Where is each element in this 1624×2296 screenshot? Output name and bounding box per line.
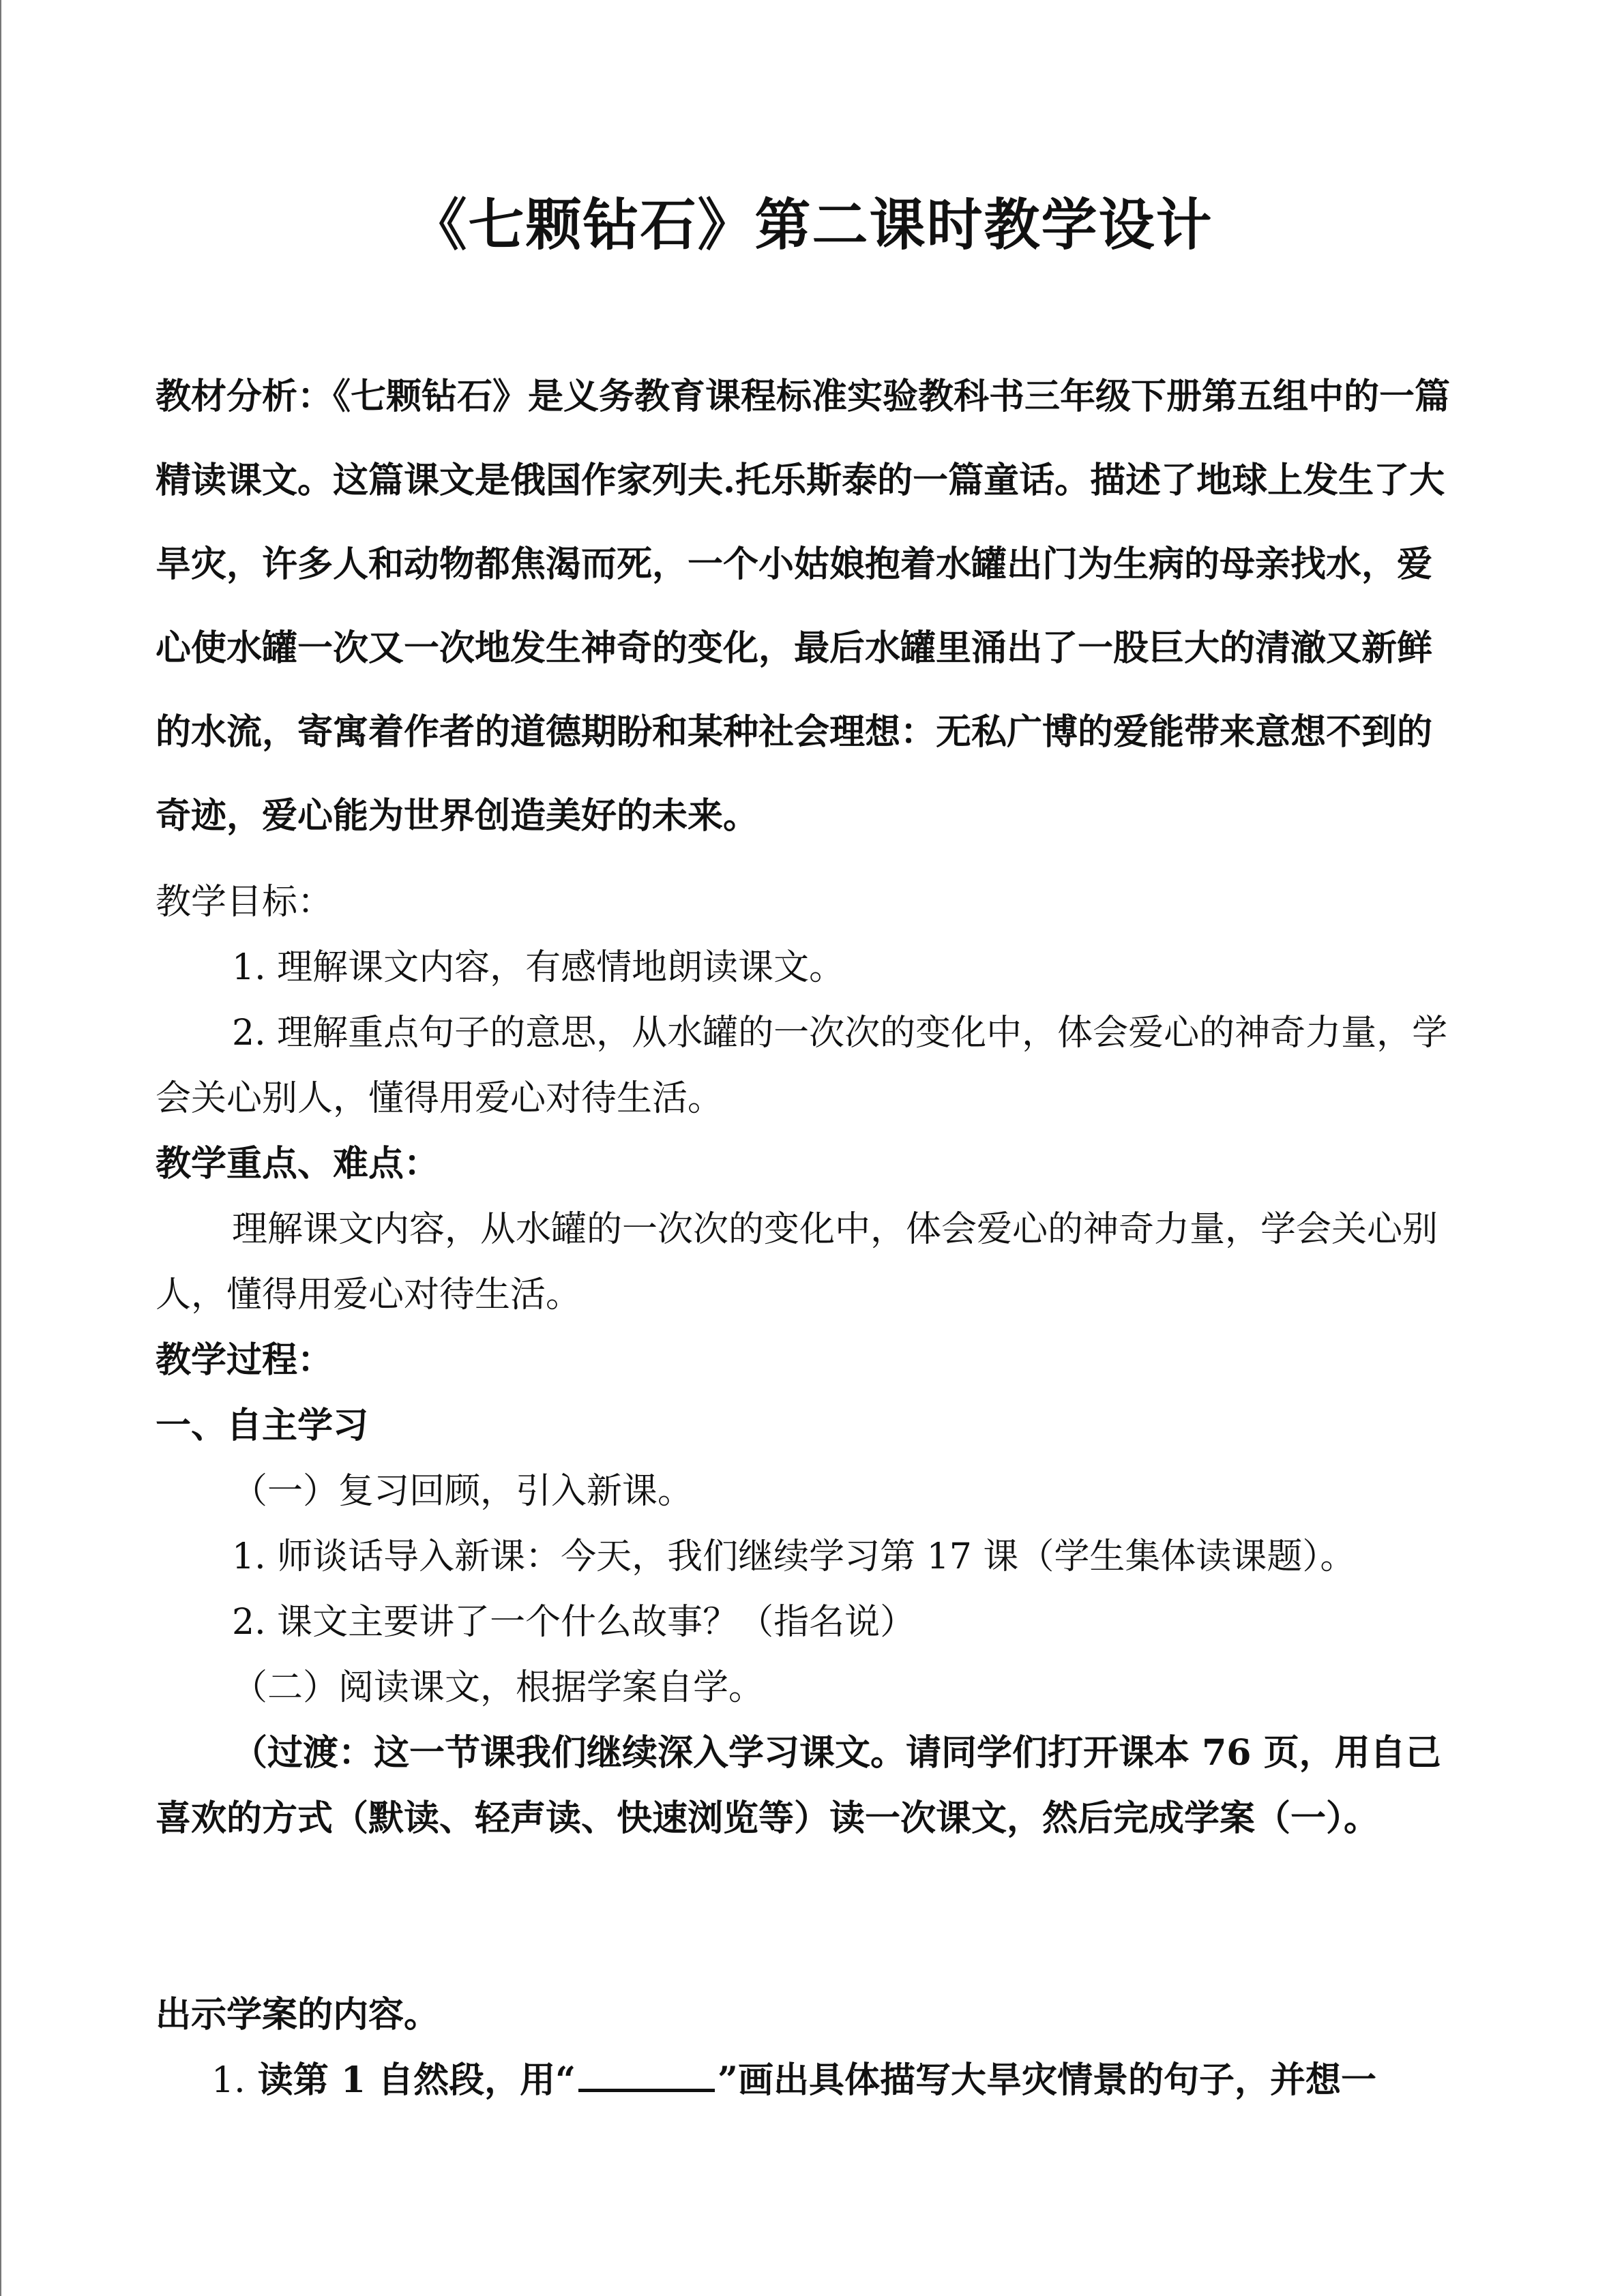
step-2: 2. 课文主要讲了一个什么故事？（指名说） [232,1602,916,1643]
key-points-text: 理解课文内容，从水罐的一次次的变化中，体会爱心的神奇力量，学会关心别人，懂得用爱心对待生活。 [156,1209,1438,1315]
show-plan-line: 出示学案的内容。 [156,1994,440,2036]
key-points-heading: 教学重点、难点： [156,1143,440,1184]
plan-task-text-after: ”画出具体描写大旱灾情景的句子，并想一 [718,2059,1376,2101]
page-left-edge [0,0,1,2296]
goals-heading: 教学目标： [156,882,334,923]
plan-task-1 [211,2048,1466,2113]
transition-paragraph: （过渡：这一节课我们继续深入学习课文。请同学们打开课本 76 页，用自己喜欢的方式（默读、轻声读、快速浏览等）读一次课文，然后完成学案（一）。 [156,1732,1441,1839]
underline-blank [578,2056,715,2092]
page-title: 《七颗钻石》第二课时教学设计 [411,192,1213,258]
plan-task-number: 1. [211,2060,246,2101]
subsection-reading: （二）阅读课文，根据学案自学。 [232,1667,765,1708]
process-heading: 教学过程： [156,1339,334,1381]
subsection-review: （一）复习回顾，引入新课。 [232,1471,694,1512]
step-1: 1. 师谈话导入新课：今天，我们继续学习第 17 课（学生集体读课题）。 [232,1536,1356,1577]
analysis-paragraph: 教材分析：《七颗钻石》是义务教育课程标准实验教科书三年级下册第五组中的一篇精读课文。这篇课文是俄国作家列夫.托乐斯泰的一篇童话。描述了地球上发生了大旱灾，许多人和动物都焦渴而死，一个小姑娘抱着水罐出门为生病的母亲找水，爱心使水罐一次又一次地发生神奇的变化，最后水罐里涌出了一股巨大的清澈又新鲜的水流，寄寓着作者的道德期盼和某种社会理想：无私广博的爱能带来意想不到的奇迹，爱心能为世界创造美好的未来。 [156,376,1451,837]
goal-item-1: 1. 理解课文内容，有感情地朗读课文。 [232,947,845,988]
goal-item-2: 2. 理解重点句子的意思，从水罐的一次次的变化中，体会爱心的神奇力量，学会关心别人，懂得用爱心对待生活。 [156,1013,1448,1119]
section-heading-self-study: 一、自主学习 [156,1405,369,1446]
plan-task-text-before: 读第 1 自然段，用“ [257,2059,576,2101]
